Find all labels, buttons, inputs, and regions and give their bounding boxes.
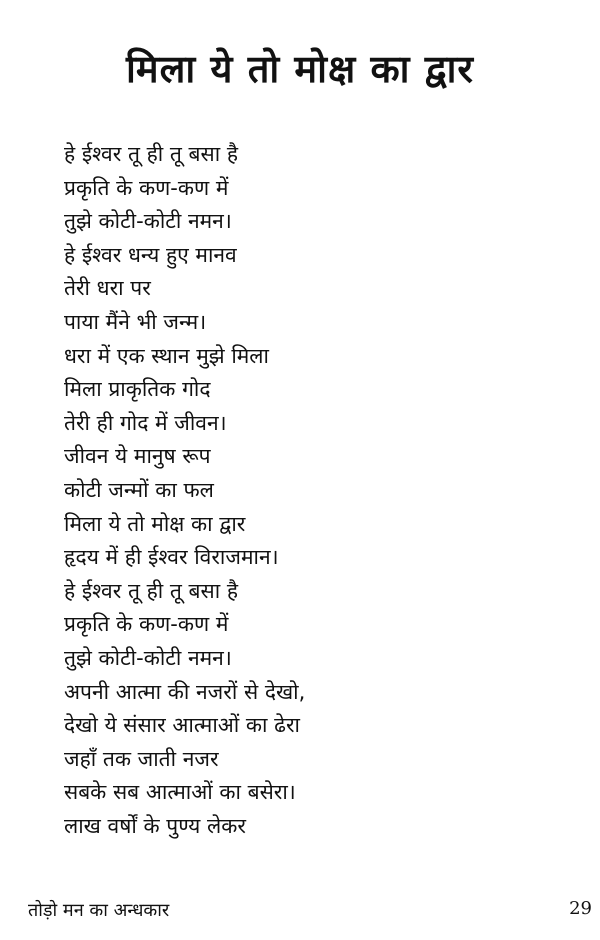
poem-line: तुझे कोटी-कोटी नमन। [64,645,232,670]
page-footer [28,898,592,928]
poem-line: हे ईश्वर तू ही तू बसा है [64,578,239,603]
poem-line: प्रकृति के कण-कण में [64,175,229,200]
poem-line: धरा में एक स्थान मुझे मिला [64,343,269,368]
poem-line: हे ईश्वर धन्य हुए मानव [64,242,237,267]
page-number: 29 [569,898,592,919]
poem-line: सबके सब आत्माओं का बसेरा। [64,780,296,805]
poem-line: हे ईश्वर तू ही तू बसा है [64,142,239,166]
page-title: मिला ये तो मोक्ष का द्वार [126,47,474,92]
poem-body [64,138,564,843]
poem-line: प्रकृति के कण-कण में [64,612,229,637]
poem-line: तुझे कोटी-कोटी नमन। [64,209,232,234]
poem-line: अपनी आत्मा की नजरों से देखो, [64,679,306,704]
poem-line: मिला ये तो मोक्ष का द्वार [64,511,246,536]
poem-line: मिला प्राकृतिक गोद [64,377,211,402]
poem-line: हृदय में ही ईश्वर विराजमान। [64,545,279,570]
poem-line: जीवन ये मानुष रूप [64,444,211,469]
poem-line: पाया मैंने भी जन्म। [64,309,207,334]
poem-line: लाख वर्षों के पुण्य लेकर [64,813,246,838]
poem-line: कोटी जन्मों का फल [64,477,214,502]
poem-line: देखो ये संसार आत्माओं का ढेरा [64,713,300,738]
book-title: तोड़ो मन का अन्धकार [28,900,170,921]
poem-line: तेरी ही गोद में जीवन। [64,410,227,435]
poem-line: जहाँ तक जाती नजर [64,746,219,771]
poem-line: तेरी धरा पर [64,276,151,301]
